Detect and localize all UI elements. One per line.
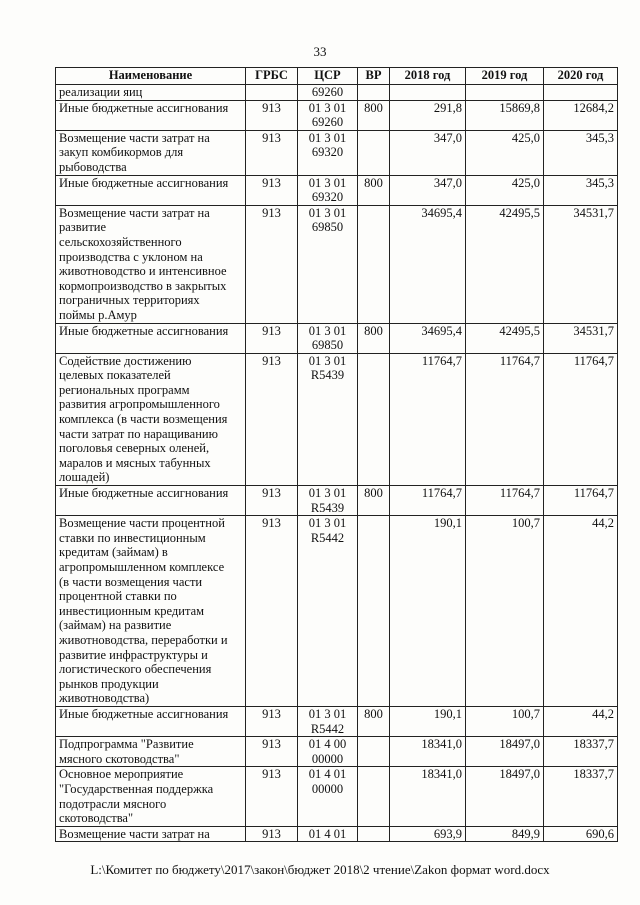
cell-name: Иные бюджетные ассигнования bbox=[56, 486, 246, 516]
page-number: 33 bbox=[313, 44, 327, 59]
cell-2019: 42495,5 bbox=[466, 205, 544, 323]
table-row bbox=[56, 175, 618, 205]
cell-2018: 34695,4 bbox=[390, 205, 466, 323]
cell-2019: 849,9 bbox=[466, 826, 544, 842]
header-name: Наименование bbox=[56, 68, 246, 85]
cell-2020: 18337,7 bbox=[544, 767, 618, 826]
table-row bbox=[56, 737, 618, 767]
cell-csr: 01 3 01 69850 bbox=[298, 323, 358, 353]
cell-2020: 12684,2 bbox=[544, 100, 618, 130]
cell-vr bbox=[358, 516, 390, 707]
cell-csr: 01 3 01 69260 bbox=[298, 100, 358, 130]
cell-grbs: 913 bbox=[246, 826, 298, 842]
cell-grbs: 913 bbox=[246, 130, 298, 175]
cell-grbs: 913 bbox=[246, 175, 298, 205]
cell-vr bbox=[358, 85, 390, 101]
cell-2020: 34531,7 bbox=[544, 205, 618, 323]
cell-name: Иные бюджетные ассигнования bbox=[56, 706, 246, 736]
cell-2019: 11764,7 bbox=[466, 486, 544, 516]
cell-csr: 01 3 01 69320 bbox=[298, 175, 358, 205]
cell-2020: 345,3 bbox=[544, 175, 618, 205]
cell-2019: 425,0 bbox=[466, 130, 544, 175]
table-row bbox=[56, 130, 618, 175]
cell-2018: 190,1 bbox=[390, 516, 466, 707]
cell-csr: 01 3 01 R5442 bbox=[298, 706, 358, 736]
cell-name: Возмещение части затрат на развитие сельскохозяйственного производства с уклоном на животноводство и интенсивное кормопроизводство в закрытых пограничных территориях поймы р.Амур bbox=[56, 205, 246, 323]
table-row bbox=[56, 85, 618, 101]
table-row bbox=[56, 516, 618, 707]
table-row bbox=[56, 486, 618, 516]
cell-csr: 01 4 01 bbox=[298, 826, 358, 842]
cell-2020: 34531,7 bbox=[544, 323, 618, 353]
cell-csr: 01 3 01 R5439 bbox=[298, 486, 358, 516]
file-path-footer: L:\Комитет по бюджету\2017\закон\бюджет 2018\2 чтение\Zakon формат word.docx bbox=[90, 862, 550, 877]
cell-name: Возмещение части затрат на закуп комбикормов для рыбоводства bbox=[56, 130, 246, 175]
cell-name: Иные бюджетные ассигнования bbox=[56, 100, 246, 130]
cell-2020: 11764,7 bbox=[544, 353, 618, 485]
cell-2018: 347,0 bbox=[390, 130, 466, 175]
cell-grbs: 913 bbox=[246, 516, 298, 707]
cell-csr: 01 3 01 R5442 bbox=[298, 516, 358, 707]
cell-vr bbox=[358, 767, 390, 826]
cell-csr: 01 3 01 R5439 bbox=[298, 353, 358, 485]
cell-name: Возмещение части затрат на bbox=[56, 826, 246, 842]
header-csr: ЦСР bbox=[298, 68, 358, 85]
header-vr: ВР bbox=[358, 68, 390, 85]
cell-2018 bbox=[390, 85, 466, 101]
cell-2019 bbox=[466, 85, 544, 101]
cell-2018: 34695,4 bbox=[390, 323, 466, 353]
cell-2020 bbox=[544, 85, 618, 101]
cell-vr: 800 bbox=[358, 175, 390, 205]
cell-2019: 42495,5 bbox=[466, 323, 544, 353]
cell-grbs: 913 bbox=[246, 706, 298, 736]
cell-grbs: 913 bbox=[246, 737, 298, 767]
budget-table bbox=[55, 67, 618, 842]
cell-csr: 69260 bbox=[298, 85, 358, 101]
cell-grbs: 913 bbox=[246, 486, 298, 516]
header-2019: 2019 год bbox=[466, 68, 544, 85]
cell-2020: 345,3 bbox=[544, 130, 618, 175]
cell-2019: 425,0 bbox=[466, 175, 544, 205]
cell-vr bbox=[358, 826, 390, 842]
header-2020: 2020 год bbox=[544, 68, 618, 85]
table-header-row bbox=[56, 68, 618, 85]
cell-csr: 01 3 01 69850 bbox=[298, 205, 358, 323]
cell-name: Иные бюджетные ассигнования bbox=[56, 175, 246, 205]
cell-2018: 693,9 bbox=[390, 826, 466, 842]
cell-grbs: 913 bbox=[246, 353, 298, 485]
cell-vr: 800 bbox=[358, 706, 390, 736]
cell-vr: 800 bbox=[358, 323, 390, 353]
cell-2019: 11764,7 bbox=[466, 353, 544, 485]
cell-2019: 100,7 bbox=[466, 706, 544, 736]
cell-csr: 01 3 01 69320 bbox=[298, 130, 358, 175]
cell-2018: 11764,7 bbox=[390, 486, 466, 516]
cell-2020: 11764,7 bbox=[544, 486, 618, 516]
cell-2019: 100,7 bbox=[466, 516, 544, 707]
cell-2018: 11764,7 bbox=[390, 353, 466, 485]
cell-2018: 291,8 bbox=[390, 100, 466, 130]
cell-grbs: 913 bbox=[246, 205, 298, 323]
cell-2019: 18497,0 bbox=[466, 767, 544, 826]
cell-name: Возмещение части процентной ставки по инвестиционным кредитам (займам) в агропромышленном комплексе (в части возмещения части процентной ставки по инвестиционным кредитам (займам) на развитие животноводства, переработки и развитие инфраструктуры и логистического обеспечения рынков продукции животноводства) bbox=[56, 516, 246, 707]
cell-name: Подпрограмма "Развитие мясного скотоводства" bbox=[56, 737, 246, 767]
cell-2018: 190,1 bbox=[390, 706, 466, 736]
cell-2018: 18341,0 bbox=[390, 737, 466, 767]
cell-vr: 800 bbox=[358, 486, 390, 516]
cell-vr bbox=[358, 353, 390, 485]
table-row bbox=[56, 205, 618, 323]
table-row bbox=[56, 353, 618, 485]
cell-name: Иные бюджетные ассигнования bbox=[56, 323, 246, 353]
cell-2020: 44,2 bbox=[544, 516, 618, 707]
cell-grbs: 913 bbox=[246, 767, 298, 826]
cell-2018: 18341,0 bbox=[390, 767, 466, 826]
cell-name: реализации яиц bbox=[56, 85, 246, 101]
table-row bbox=[56, 100, 618, 130]
cell-vr: 800 bbox=[358, 100, 390, 130]
cell-2020: 44,2 bbox=[544, 706, 618, 736]
cell-2020: 18337,7 bbox=[544, 737, 618, 767]
cell-vr bbox=[358, 205, 390, 323]
cell-2019: 15869,8 bbox=[466, 100, 544, 130]
cell-2020: 690,6 bbox=[544, 826, 618, 842]
header-2018: 2018 год bbox=[390, 68, 466, 85]
table-row bbox=[56, 767, 618, 826]
table-body bbox=[56, 85, 618, 842]
cell-vr bbox=[358, 130, 390, 175]
cell-name: Содействие достижению целевых показателей региональных программ развития агропромышленного комплекса (в части возмещения части затрат по наращиванию поголовья северных оленей, маралов и мясных табунных лошадей) bbox=[56, 353, 246, 485]
cell-grbs: 913 bbox=[246, 323, 298, 353]
cell-csr: 01 4 00 00000 bbox=[298, 737, 358, 767]
cell-csr: 01 4 01 00000 bbox=[298, 767, 358, 826]
table-row bbox=[56, 706, 618, 736]
cell-vr bbox=[358, 737, 390, 767]
cell-2019: 18497,0 bbox=[466, 737, 544, 767]
cell-name: Основное мероприятие "Государственная поддержка подотрасли мясного скотоводства" bbox=[56, 767, 246, 826]
cell-grbs: 913 bbox=[246, 100, 298, 130]
cell-grbs bbox=[246, 85, 298, 101]
table-row bbox=[56, 826, 618, 842]
header-grbs: ГРБС bbox=[246, 68, 298, 85]
cell-2018: 347,0 bbox=[390, 175, 466, 205]
table-row bbox=[56, 323, 618, 353]
